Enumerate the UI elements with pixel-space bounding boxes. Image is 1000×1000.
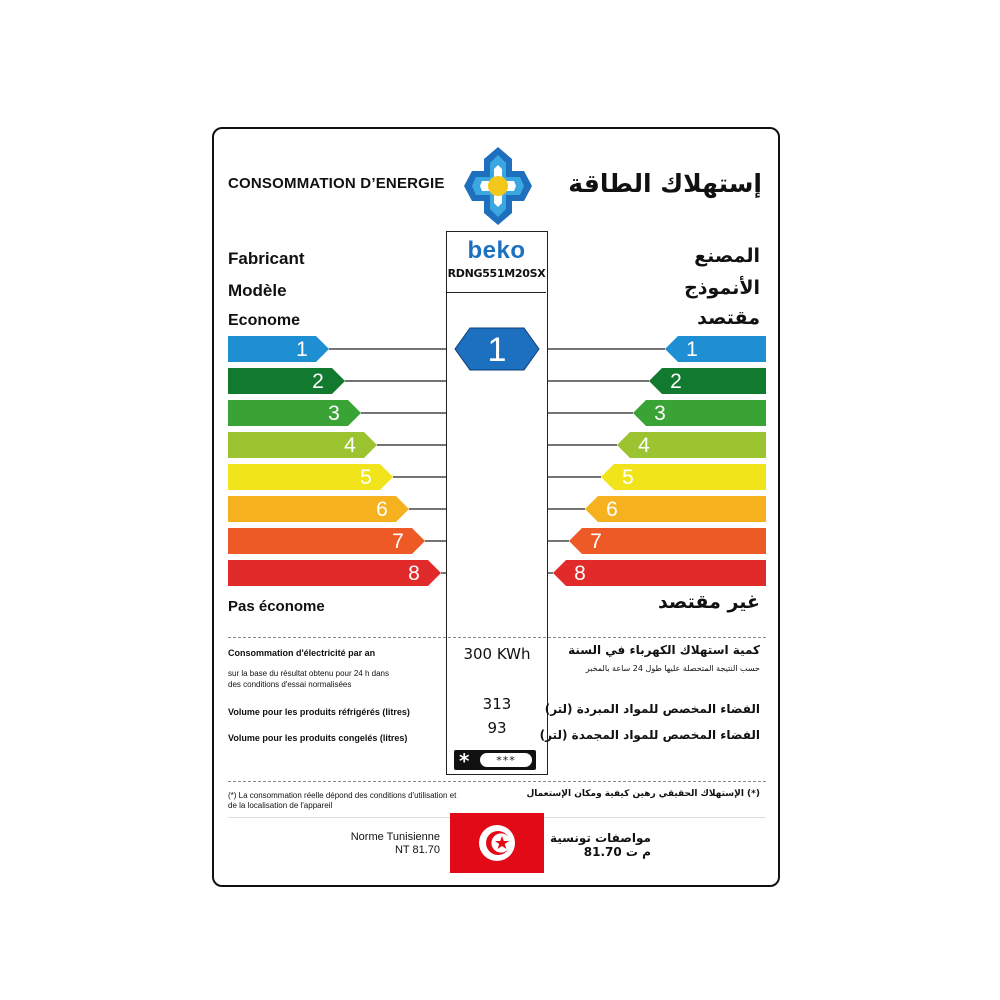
title-arabic: إستهلاك الطاقة xyxy=(568,169,762,198)
footnote-fr-2: de la localisation de l'appareil xyxy=(228,801,333,810)
consumption-label-fr: Consommation d'électricité par an xyxy=(228,648,376,658)
tunisia-flag-icon xyxy=(450,813,544,873)
class-label-left-3: 3 xyxy=(328,402,340,425)
class-bar-right-3 xyxy=(633,400,766,426)
freezer-volume-label-ar: الفضاء المخصص للمواد المجمدة (لتر) xyxy=(539,728,760,742)
class-label-right-1: 1 xyxy=(686,338,698,361)
class-label-left-7: 7 xyxy=(392,530,404,553)
fridge-volume-label-fr: Volume pour les produits réfrigérés (litres) xyxy=(228,707,410,717)
consumption-note-ar: حسب النتيجة المتحصلة عليها طول 24 ساعة بالمخبر xyxy=(585,664,760,673)
footnote-fr-1: (*) La consommation réelle dépond des conditions d'utilisation et xyxy=(228,791,457,800)
freezer-star-rating xyxy=(454,749,536,773)
class-label-right-8: 8 xyxy=(574,562,586,585)
fridge-volume-label-ar: الفضاء المخصص للمواد المبردة (لتر) xyxy=(544,702,760,716)
scale-bottom-label-fr: Pas économe xyxy=(228,598,325,615)
brand-name: beko xyxy=(467,237,526,264)
freezer-volume-label-fr: Volume pour les produits congelés (litres) xyxy=(228,733,408,743)
section-divider xyxy=(228,781,766,782)
class-bar-right-2 xyxy=(649,368,766,394)
scale-top-label-fr: Econome xyxy=(228,312,301,329)
model-label-ar: الأنموذج xyxy=(684,277,760,299)
model-value: RDNG551M20SX xyxy=(447,267,546,280)
class-label-right-5: 5 xyxy=(622,466,634,489)
consumption-note-fr-1: sur la base du résultat obtenu pour 24 h dans xyxy=(228,669,389,678)
class-label-right-6: 6 xyxy=(606,498,618,521)
compartment-stars: *** xyxy=(480,753,532,767)
class-label-right-7: 7 xyxy=(590,530,602,553)
fridge-volume-value: 313 xyxy=(482,695,512,713)
class-label-left-5: 5 xyxy=(360,466,372,489)
energy-label xyxy=(212,127,780,887)
brand-box xyxy=(447,232,546,293)
section-divider xyxy=(228,637,766,638)
class-bar-left-2 xyxy=(228,368,345,394)
freezer-star-icon: * xyxy=(459,749,470,773)
norm-label-ar xyxy=(550,831,651,859)
manufacturer-label-fr: Fabricant xyxy=(228,249,305,268)
manufacturer-label-ar: المصنع xyxy=(694,245,760,267)
norm-title-fr: Norme Tunisienne xyxy=(350,831,440,843)
class-label-left-4: 4 xyxy=(344,434,356,457)
class-label-left-1: 1 xyxy=(296,338,308,361)
norm-title-ar: مواصفات تونسية xyxy=(550,831,651,845)
rating-value: 1 xyxy=(487,331,507,369)
title-french: CONSOMMATION D’ENERGIE xyxy=(228,175,445,192)
freezer-volume-value: 93 xyxy=(487,719,507,737)
class-label-left-8: 8 xyxy=(408,562,420,585)
model-label-fr: Modèle xyxy=(228,281,287,300)
class-bar-left-1 xyxy=(228,336,329,362)
class-label-right-4: 4 xyxy=(638,434,650,457)
class-bar-left-3 xyxy=(228,400,361,426)
class-label-right-3: 3 xyxy=(654,402,666,425)
product-column xyxy=(446,231,548,775)
footnote-ar: (*) الإستهلاك الحقيقي رهين كيفية ومكان الإستعمال xyxy=(526,789,760,799)
class-label-left-6: 6 xyxy=(376,498,388,521)
norm-code-ar: م ت 81.70 xyxy=(583,845,651,859)
consumption-note-fr-2: des conditions d'essai normalisées xyxy=(228,680,352,689)
scale-bottom-label-ar: غير مقتصد xyxy=(657,591,760,613)
consumption-label-ar: كمية استهلاك الكهرباء في السنة xyxy=(568,643,760,657)
consumption-value: 300 KWh xyxy=(463,645,531,663)
class-label-left-2: 2 xyxy=(312,370,324,393)
norm-label-fr xyxy=(351,831,440,857)
class-bar-right-1 xyxy=(665,336,766,362)
class-label-right-2: 2 xyxy=(670,370,682,393)
scale-top-label-ar: مقتصد xyxy=(697,307,760,329)
norm-code-fr: NT 81.70 xyxy=(394,844,440,856)
